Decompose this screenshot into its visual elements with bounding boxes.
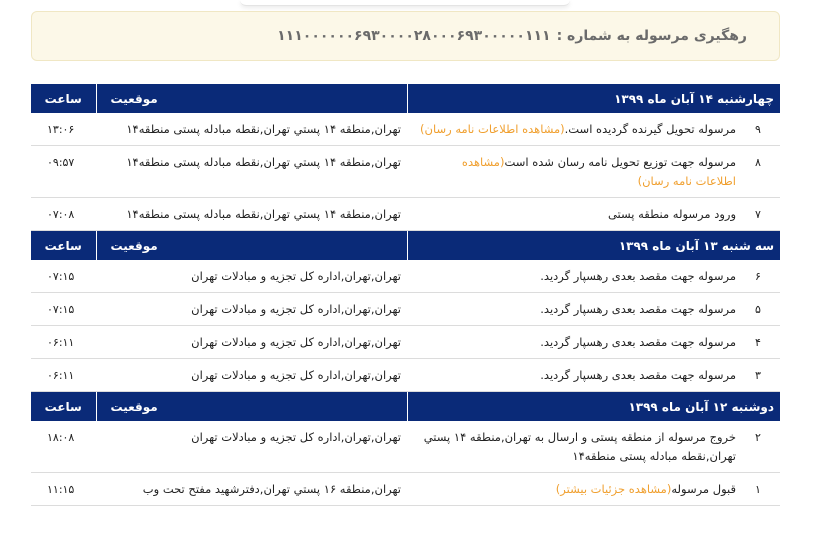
event-row — [31, 421, 780, 473]
event-row — [31, 260, 780, 293]
event-time: ۱۳:۰۶ — [31, 113, 96, 146]
event-description — [413, 428, 736, 466]
tracking-banner — [31, 11, 780, 61]
day-date: چهارشنبه ۱۴ آبان ماه ۱۳۹۹ — [407, 84, 780, 113]
tracking-label: رهگیری مرسوله به شماره : — [556, 28, 747, 44]
time-header: ساعت — [31, 231, 96, 261]
event-cell — [407, 326, 780, 359]
event-time: ۰۷:۱۵ — [31, 260, 96, 293]
event-row — [31, 473, 780, 506]
details-link[interactable]: (مشاهده اطلاعات نامه رسان) — [461, 155, 736, 188]
event-number: ۷ — [755, 208, 761, 221]
location-header: موقعیت — [96, 84, 407, 113]
event-number: ۵ — [755, 303, 761, 316]
event-text: خروج مرسوله از منطقه پستی و ارسال به تهران,منطقه ۱۴ پستي تهران,نقطه مبادله پستی منطقه۱۴ — [423, 430, 736, 463]
event-description — [413, 366, 736, 385]
day-header-row — [31, 84, 780, 113]
location-header: موقعیت — [96, 392, 407, 422]
event-cell — [407, 473, 780, 506]
tracking-table — [31, 84, 780, 506]
event-row — [31, 113, 780, 146]
event-number: ۸ — [755, 156, 761, 169]
event-cell — [407, 113, 780, 146]
event-description — [413, 205, 736, 224]
event-time: ۱۸:۰۸ — [31, 421, 96, 473]
event-text: مرسوله جهت مقصد بعدی رهسپار گردید. — [540, 368, 736, 382]
event-text: مرسوله تحویل گیرنده گردیده است. — [564, 122, 736, 136]
event-number: ۶ — [755, 270, 761, 283]
event-location: تهران,منطقه ۱۴ پستي تهران,نقطه مبادله پستی منطقه۱۴ — [96, 146, 407, 198]
event-cell — [407, 260, 780, 293]
tracking-number: ۱۱۱۰۰۰۰۰۰۶۹۳۰۰۰۰۲۸۰۰۰۶۹۳۰۰۰۰۰۱۱۱ — [277, 28, 551, 44]
location-header: موقعیت — [96, 231, 407, 261]
event-time: ۰۷:۱۵ — [31, 293, 96, 326]
day-date: دوشنبه ۱۲ آبان ماه ۱۳۹۹ — [407, 392, 780, 422]
event-description — [413, 267, 736, 286]
event-description — [413, 480, 736, 499]
event-number: ۴ — [755, 336, 761, 349]
event-number: ۳ — [755, 369, 761, 382]
details-link[interactable]: (مشاهده اطلاعات نامه رسان) — [420, 122, 565, 136]
event-time: ۰۹:۵۷ — [31, 146, 96, 198]
event-text: مرسوله جهت مقصد بعدی رهسپار گردید. — [540, 269, 736, 283]
event-text: مرسوله جهت توزیع تحویل نامه رسان شده است — [504, 155, 736, 169]
event-time: ۰۷:۰۸ — [31, 198, 96, 231]
day-date: سه شنبه ۱۳ آبان ماه ۱۳۹۹ — [407, 231, 780, 261]
day-header-row — [31, 231, 780, 261]
day-header-row — [31, 392, 780, 422]
event-text: قبول مرسوله — [671, 482, 736, 496]
event-location: تهران,تهران,اداره کل تجزیه و مبادلات تهران — [96, 326, 407, 359]
event-cell — [407, 293, 780, 326]
event-row — [31, 146, 780, 198]
event-description — [413, 300, 736, 319]
event-row — [31, 293, 780, 326]
event-number: ۹ — [755, 123, 761, 136]
event-location: تهران,تهران,اداره کل تجزیه و مبادلات تهران — [96, 260, 407, 293]
event-row — [31, 198, 780, 231]
event-description — [413, 153, 736, 191]
event-text: مرسوله جهت مقصد بعدی رهسپار گردید. — [540, 335, 736, 349]
event-cell — [407, 198, 780, 231]
event-location: تهران,تهران,اداره کل تجزیه و مبادلات تهران — [96, 421, 407, 473]
event-text: ورود مرسوله منطقه پستی — [607, 207, 736, 221]
event-row — [31, 326, 780, 359]
event-location: تهران,تهران,اداره کل تجزیه و مبادلات تهران — [96, 359, 407, 392]
event-description — [413, 333, 736, 352]
event-time: ۰۶:۱۱ — [31, 326, 96, 359]
event-number: ۲ — [755, 431, 761, 444]
event-location: تهران,منطقه ۱۴ پستي تهران,نقطه مبادله پستی منطقه۱۴ — [96, 198, 407, 231]
event-cell — [407, 421, 780, 473]
event-row — [31, 359, 780, 392]
time-header: ساعت — [31, 392, 96, 422]
top-card-edge — [240, 0, 570, 6]
event-location: تهران,منطقه ۱۶ پستي تهران,دفترشهید مفتح تحت وب — [96, 473, 407, 506]
event-cell — [407, 146, 780, 198]
event-description — [413, 120, 736, 139]
event-time: ۰۶:۱۱ — [31, 359, 96, 392]
event-number: ۱ — [755, 483, 761, 496]
details-link[interactable]: (مشاهده جزئیات بیشتر) — [555, 482, 672, 496]
event-text: مرسوله جهت مقصد بعدی رهسپار گردید. — [540, 302, 736, 316]
time-header: ساعت — [31, 84, 96, 113]
event-location: تهران,تهران,اداره کل تجزیه و مبادلات تهران — [96, 293, 407, 326]
event-time: ۱۱:۱۵ — [31, 473, 96, 506]
event-cell — [407, 359, 780, 392]
event-location: تهران,منطقه ۱۴ پستي تهران,نقطه مبادله پستی منطقه۱۴ — [96, 113, 407, 146]
